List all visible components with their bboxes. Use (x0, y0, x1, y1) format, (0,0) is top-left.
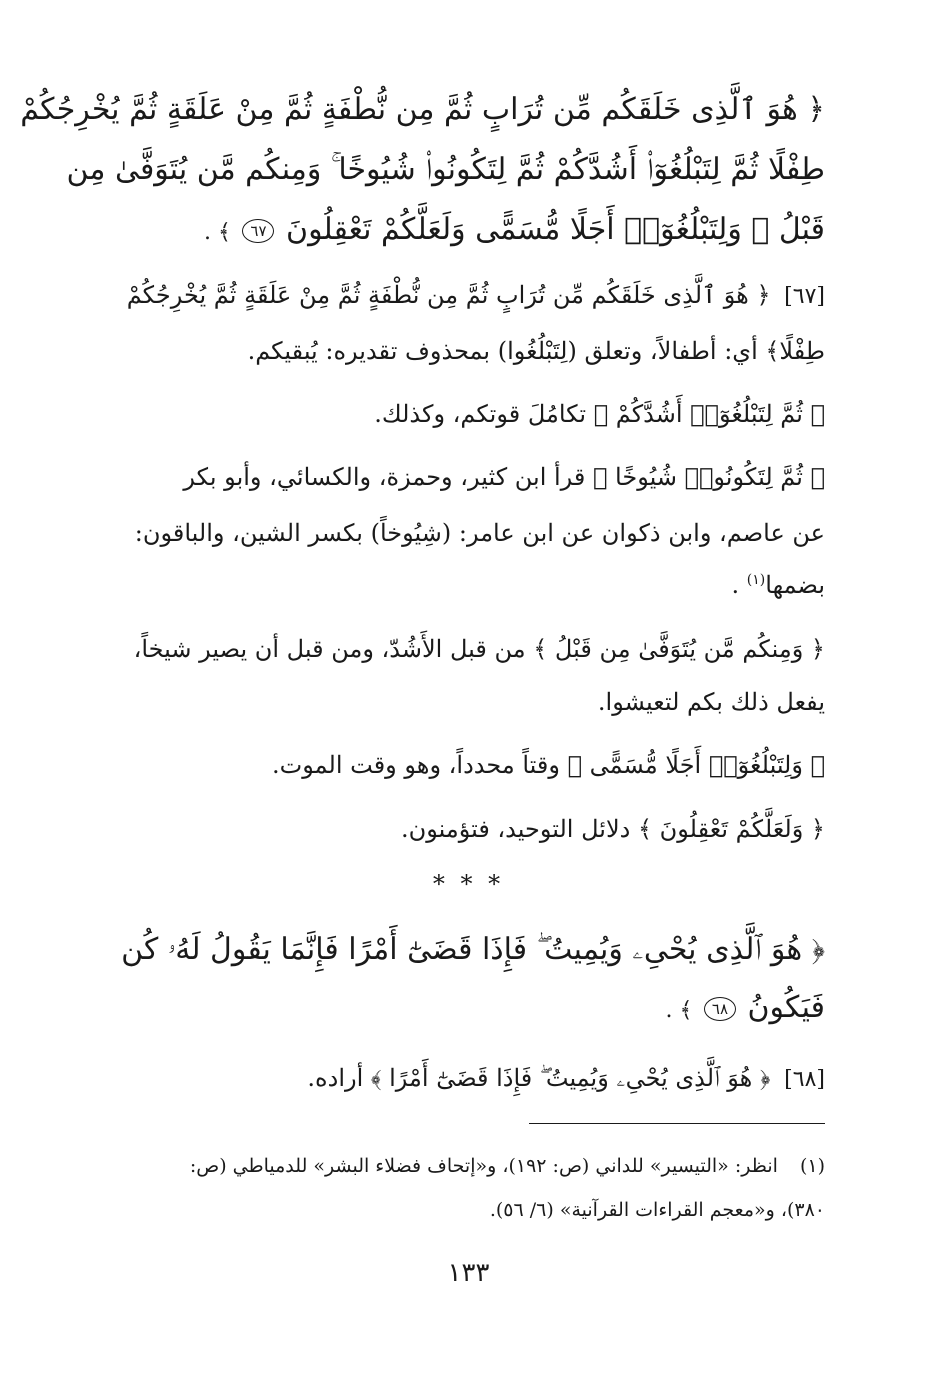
verse-67-end: ﴾ . (204, 220, 231, 245)
footnote-line-2: ٣٨٠)، و«معجم القراءات القرآنية» (٦/ ٥٦). (489, 1199, 825, 1221)
verse-ref-bracket: [٦٧] (784, 284, 825, 309)
section-separator: * * * (432, 870, 505, 898)
page-number: ١٣٣ (447, 1258, 490, 1288)
comment-paragraph-3-line-1: ﴿ ثُمَّ لِتَكُونُوا۟ شُيُوخًا ﴾ قرأ ابن كثير، وحمزة، والكسائي، وأبو بكر (183, 463, 825, 491)
comment-68 (110, 1064, 825, 1092)
verse-68-line-1: ﴿ هُوَ ٱلَّذِى يُحْىِۦ وَيُمِيتُ ۖ فَإِذَا قَضَىٰٓ أَمْرًا فَإِنَّمَا يَقُولُ لَهُۥ كُن (121, 932, 825, 967)
verse-67-line-3 (110, 212, 825, 247)
footnote-line-1 (110, 1155, 825, 1177)
verse-67-line-3-text: قَبْلُ ۖ وَلِتَبْلُغُوٓا۟ أَجَلًا مُّسَمًّى وَلَعَلَّكُمْ تَعْقِلُونَ (286, 212, 825, 247)
verse-68-line-2-text: فَيَكُونُ (747, 990, 825, 1025)
footnote-reference: (١) (746, 572, 766, 588)
comment-paragraph-3-line-3 (110, 571, 825, 599)
comment-paragraph-3-line-2: عن عاصم، وابن ذكوان عن ابن عامر: (شِيُوخاً) بكسر الشين، والباقون: (134, 519, 825, 547)
comment-67-line-1 (110, 281, 825, 309)
verse-68-line-2 (110, 990, 825, 1025)
comment-paragraph-5: ﴿ وَلِتَبْلُغُوٓا۟ أَجَلًا مُّسَمًّى ﴾ وقتاً محدداً، وهو وقت الموت. (272, 751, 825, 779)
comment-paragraph-2: ﴿ ثُمَّ لِتَبْلُغُوٓا۟ أَشُدَّكُمْ ﴾ تكامُلَ قوتكم، وكذلك. (374, 400, 825, 428)
comment-67-line-2: طِفْلًا﴾ أي: أطفالاً، وتعلق (لِتَبْلُغُوا) بمحذوف تقديره: يُبقيكم. (247, 337, 825, 365)
comment-paragraph-4-line-2: يفعل ذلك بكم لتعيشوا. (597, 688, 825, 716)
comment-paragraph-3-end: . (731, 571, 740, 599)
verse-68-end: ﴾ . (665, 998, 693, 1023)
verse-ref-bracket: [٦٨] (784, 1067, 825, 1092)
comment-67-quote: ﴿ هُوَ ٱلَّذِى خَلَقَكُم مِّن تُرَابٍ ثُمَّ مِن نُّطْفَةٍ ثُمَّ مِنْ عَلَقَةٍ ثُمَّ يُخْرِجُكُمْ (126, 281, 771, 309)
comment-paragraph-3-text: بضمها (765, 571, 825, 599)
comment-paragraph-6: ﴿ وَلَعَلَّكُمْ تَعْقِلُونَ ﴾ دلائل التوحيد، فتؤمنون. (400, 815, 825, 843)
comment-paragraph-4-line-1: ﴿ وَمِنكُم مَّن يُتَوَفَّىٰ مِن قَبْلُ ﴾ من قبل الأَشُدّ، ومن قبل أن يصير شيخاً، (133, 635, 825, 663)
comment-68-text: ﴿ هُوَ ٱلَّذِى يُحْىِۦ وَيُمِيتُ ۖ فَإِذَا قَضَىٰٓ أَمْرًا ﴾ أراده. (307, 1064, 771, 1092)
aya-number-marker: ٦٨ (704, 997, 736, 1021)
verse-67-line-2: طِفْلًا ثُمَّ لِتَبْلُغُوٓا۟ أَشُدَّكُمْ ثُمَّ لِتَكُونُوا۟ شُيُوخًا ۚ وَمِنكُم مَّن يُتَوَفَّىٰ مِن (66, 152, 825, 187)
verse-67-line-1: ﴿ هُوَ ٱلَّذِى خَلَقَكُم مِّن تُرَابٍ ثُمَّ مِن نُّطْفَةٍ ثُمَّ مِنْ عَلَقَةٍ ثُمَّ يُخْرِجُكُمْ (20, 92, 825, 127)
footnote-number: (١) (799, 1155, 825, 1177)
footnote-divider (529, 1123, 825, 1124)
footnote-text: انظر: «التيسير» للداني (ص: ١٩٢)، و«إتحاف فضلاء البشر» للدمياطي (ص: (189, 1155, 778, 1177)
aya-number-marker: ٦٧ (242, 219, 274, 243)
